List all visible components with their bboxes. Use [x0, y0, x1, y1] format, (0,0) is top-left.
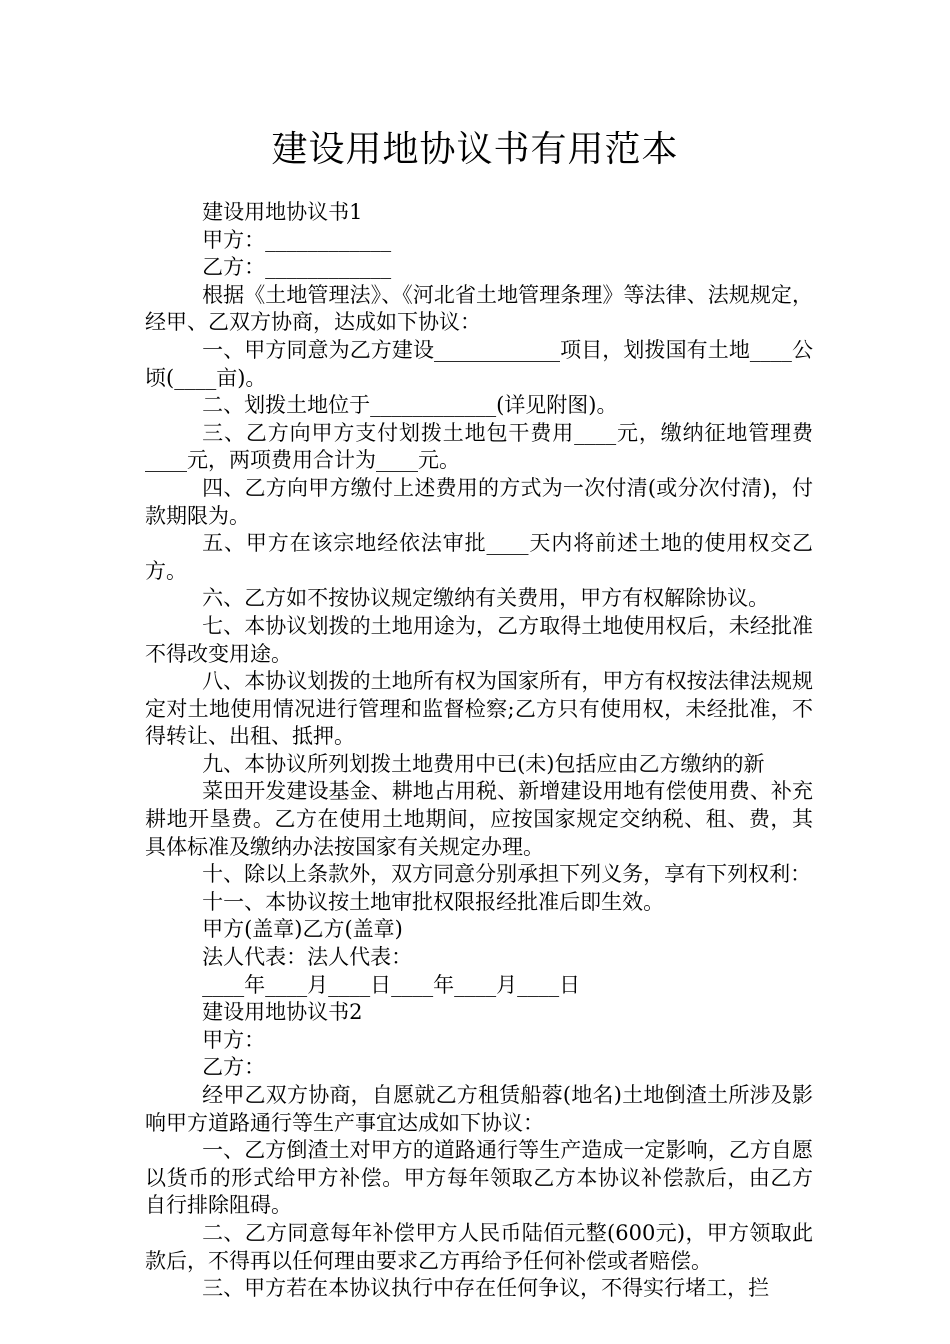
clause: 八、本协议划拨的土地所有权为国家所有，甲方有权按法律法规规定对土地使用情况进行管理和监督检察;乙方只有使用权，未经批准，不得转让、出租、抵押。 — [145, 669, 813, 749]
paragraph: 经甲乙双方协商，自愿就乙方租赁船蓉(地名)土地倒渣土所涉及影响甲方道路通行等生产事宜达成如下协议： — [145, 1083, 813, 1135]
clause: 五、甲方在该宗地经依法审批____天内将前述土地的使用权交乙方。 — [145, 531, 813, 583]
clause: 三、乙方向甲方支付划拨土地包干费用____元，缴纳征地管理费____元，两项费用合计为____元。 — [145, 420, 813, 473]
clause: 六、乙方如不按协议规定缴纳有关费用，甲方有权解除协议。 — [202, 586, 770, 611]
date-line: ____年____月____日____年____月____日 — [202, 972, 581, 997]
clause: 九、本协议所列划拨土地费用中已(未)包括应由乙方缴纳的新 — [202, 751, 765, 776]
clause: 三、甲方若在本协议执行中存在任何争议，不得实行堵工，拦 — [202, 1276, 770, 1301]
party-b-line: 乙方：____________ — [202, 255, 392, 280]
clause: 四、乙方向甲方缴付上述费用的方式为一次付清(或分次付清)，付款期限为。 — [145, 475, 813, 528]
clause: 十、除以上条款外，双方同意分别承担下列义务，享有下列权利： — [202, 862, 812, 887]
clause: 十一、本协议按土地审批权限报经批准后即生效。 — [202, 889, 665, 914]
section-heading: 建设用地协议书1 — [202, 200, 363, 224]
representative-line: 法人代表：法人代表： — [202, 945, 413, 970]
party-a-line: 甲方：____________ — [202, 227, 392, 252]
clause-continuation: 菜田开发建设基金、耕地占用税、新增建设用地有偿使用费、补充耕地开垦费。乙方在使用土地期间，应按国家规定交纳税、租、费，其具体标准及缴纳办法按国家有关规定办理。 — [145, 779, 813, 859]
clause: 一、甲方同意为乙方建设____________项目，划拨国有土地____公顷(____亩)。 — [145, 337, 813, 390]
section-heading: 建设用地协议书2 — [202, 1000, 363, 1025]
document-body — [145, 199, 813, 1303]
clause: 二、划拨土地位于____________(详见附图)。 — [202, 393, 618, 418]
seal-line: 甲方(盖章)乙方(盖章) — [202, 917, 403, 942]
clause: 七、本协议划拨的土地用途为，乙方取得土地使用权后，未经批准不得改变用途。 — [145, 613, 813, 666]
paragraph: 根据《土地管理法》、《河北省土地管理条理》等法律、法规规定，经甲、乙双方协商，达成如下协议： — [145, 282, 813, 335]
party-a-line: 甲方： — [202, 1027, 266, 1052]
clause: 一、乙方倒渣土对甲方的道路通行等生产造成一定影响，乙方自愿以货币的形式给甲方补偿。甲方每年领取乙方本协议补偿款后，由乙方自行排除阻碍。 — [145, 1138, 813, 1218]
clause: 二、乙方同意每年补偿甲方人民币陆佰元整(600元)，甲方领取此款后，不得再以任何理由要求乙方再给予任何补偿或者赔偿。 — [145, 1220, 813, 1273]
party-b-line: 乙方： — [202, 1055, 266, 1080]
document-title: 建设用地协议书有用范本 — [271, 129, 679, 170]
